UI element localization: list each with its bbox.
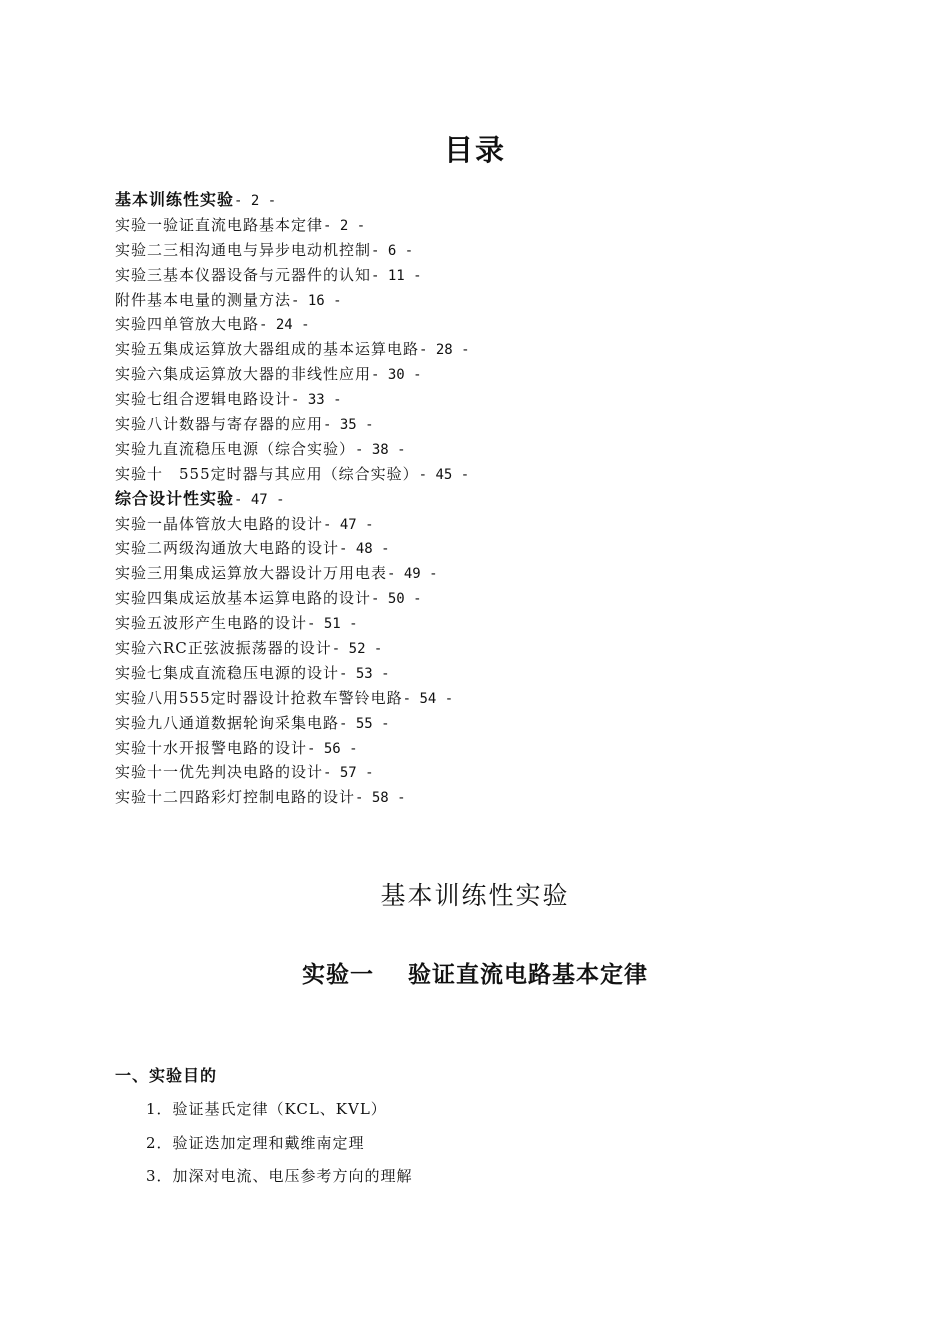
toc-entry-page: - 56 - (307, 740, 358, 757)
toc-entry-title: 实验四单管放大电路 (115, 315, 260, 334)
toc-entry-page: - 49 - (387, 566, 438, 583)
toc-entry-title: 实验十水开报警电路的设计 (115, 738, 308, 757)
toc-entry-title: 实验十二四路彩灯控制电路的设计 (115, 788, 356, 807)
toc-entry[interactable] (115, 512, 875, 537)
toc-entry-title: 基本训练性实验 (115, 190, 235, 209)
experiment-number: 实验一 (302, 962, 374, 988)
toc-entry[interactable] (115, 536, 875, 561)
toc-entry[interactable] (115, 711, 875, 736)
toc-entry-page: - 16 - (291, 292, 342, 309)
toc-list (115, 188, 875, 810)
toc-entry[interactable] (115, 437, 875, 462)
toc-entry-page: - 33 - (291, 392, 342, 409)
toc-entry-title: 实验三基本仪器设备与元器件的认知 (115, 265, 372, 284)
toc-entry-title: 附件基本电量的测量方法 (115, 290, 292, 309)
toc-entry[interactable] (115, 288, 875, 313)
toc-entry-page: - 11 - (371, 267, 422, 284)
toc-entry-title: 实验二两级沟通放大电路的设计 (115, 539, 340, 558)
toc-entry-title: 综合设计性实验 (115, 488, 235, 508)
toc-entry-title: 实验六集成运算放大器的非线性应用 (115, 365, 372, 384)
toc-entry-title: 实验五波形产生电路的设计 (115, 614, 308, 633)
toc-entry[interactable] (115, 611, 875, 636)
toc-entry-page: - 57 - (323, 765, 374, 782)
toc-entry[interactable] (115, 337, 875, 362)
toc-entry-page: - 51 - (307, 616, 358, 633)
toc-entry[interactable] (115, 462, 875, 487)
toc-entry-title: 实验二三相沟通电与异步电动机控制 (115, 240, 372, 259)
toc-entry-title: 实验八计数器与寄存器的应用 (115, 415, 324, 434)
toc-entry-page: - 38 - (355, 441, 406, 458)
toc-entry-page: - 30 - (371, 367, 422, 384)
toc-entry[interactable] (115, 263, 875, 288)
toc-entry-page: - 2 - (234, 193, 277, 209)
toc-entry-title: 实验九八通道数据轮询采集电路 (115, 713, 340, 732)
toc-title: 目录 (443, 133, 506, 167)
objective-item: 1．验证基氏定律（KCL、KVL） (146, 1100, 387, 1118)
toc-section-entry[interactable] (115, 487, 875, 512)
toc-section-entry[interactable] (115, 188, 875, 213)
toc-entry[interactable] (115, 238, 875, 263)
toc-entry-page: - 50 - (371, 591, 422, 608)
toc-entry-title: 实验七集成直流稳压电源的设计 (115, 663, 340, 682)
toc-entry[interactable] (115, 213, 875, 238)
objectives-list (146, 1096, 413, 1197)
toc-entry-page: - 48 - (339, 541, 390, 558)
toc-entry-title: 实验五集成运算放大器组成的基本运算电路 (115, 340, 420, 359)
objective-item: 3．加深对电流、电压参考方向的理解 (146, 1167, 413, 1185)
toc-entry-title: 实验一晶体管放大电路的设计 (115, 514, 324, 533)
toc-entry[interactable] (115, 362, 875, 387)
toc-entry[interactable] (115, 760, 875, 785)
objective-item: 2．验证迭加定理和戴维南定理 (146, 1133, 365, 1152)
experiment-title (0, 956, 950, 989)
toc-entry[interactable] (115, 661, 875, 686)
toc-entry-page: - 6 - (371, 242, 414, 259)
toc-entry-title: 实验八用555定时器设计抢救车警铃电路 (115, 688, 403, 707)
toc-entry-page: - 28 - (419, 342, 470, 359)
toc-entry-page: - 53 - (339, 665, 390, 682)
toc-entry-page: - 45 - (418, 466, 470, 483)
toc-entry-page: - 2 - (323, 217, 366, 234)
toc-entry-page: - 55 - (339, 715, 390, 732)
toc-entry[interactable] (115, 636, 875, 661)
toc-entry[interactable] (115, 387, 875, 412)
toc-entry-title: 实验一验证直流电路基本定律 (115, 215, 324, 234)
experiment-name: 验证直流电路基本定律 (408, 962, 648, 988)
toc-entry-page: - 52 - (331, 641, 383, 658)
toc-entry-title: 实验九直流稳压电源（综合实验） (115, 439, 356, 458)
section-heading: 一、实验目的 (115, 1066, 218, 1085)
toc-entry[interactable] (115, 586, 875, 611)
toc-entry[interactable] (115, 312, 875, 337)
toc-entry-title: 实验六RC正弦波振荡器的设计 (115, 639, 332, 658)
toc-entry-page: - 47 - (323, 516, 374, 533)
toc-entry-title: 实验十 555定时器与其应用（综合实验） (115, 464, 419, 483)
toc-entry-title: 实验七组合逻辑电路设计 (115, 390, 292, 409)
toc-entry[interactable] (115, 785, 875, 810)
toc-entry-title: 实验三用集成运算放大器设计万用电表 (115, 564, 388, 583)
toc-entry-title: 实验十一优先判决电路的设计 (115, 763, 324, 782)
toc-entry-page: - 35 - (323, 417, 374, 434)
toc-entry-page: - 24 - (259, 317, 310, 334)
toc-entry-title: 实验四集成运放基本运算电路的设计 (115, 589, 372, 608)
toc-entry-page: - 47 - (234, 491, 285, 508)
toc-entry[interactable] (115, 736, 875, 761)
toc-entry-page: - 54 - (402, 690, 454, 707)
toc-entry[interactable] (115, 412, 875, 437)
toc-entry[interactable] (115, 561, 875, 586)
part-title: 基本训练性实验 (380, 881, 570, 910)
toc-entry-page: - 58 - (355, 790, 406, 807)
toc-entry[interactable] (115, 686, 875, 711)
